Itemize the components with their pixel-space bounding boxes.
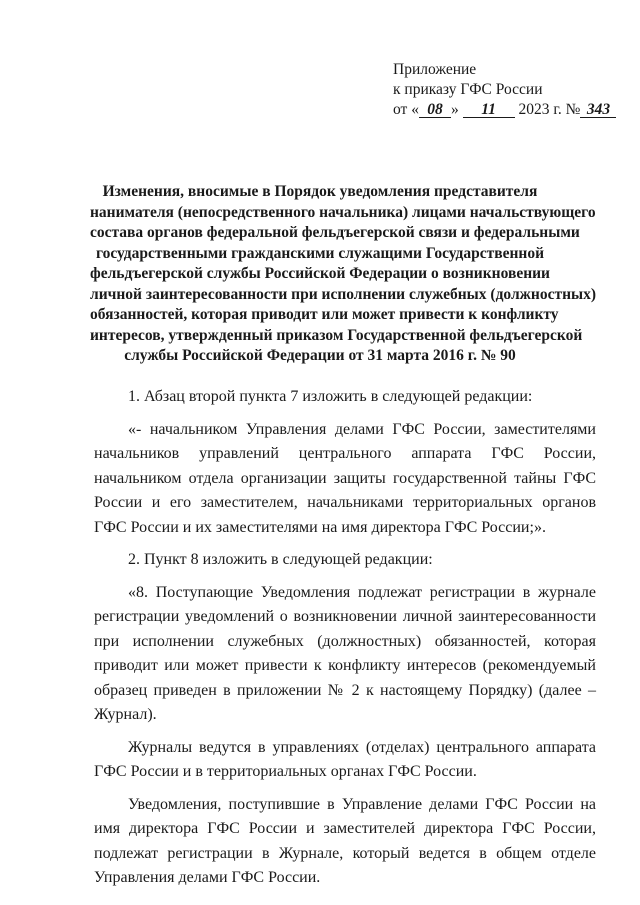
title-line: службы Российской Федерации от 31 марта 2016 г. № 90 <box>124 347 516 364</box>
paragraph-item-2: 2. Пункт 8 изложить в следующей редакции: <box>128 551 433 568</box>
title-line: интересов, утвержденный приказом Государственной фельдъегерской <box>90 326 583 344</box>
title-line: Изменения, вносимые в Порядок уведомления представителя <box>102 183 538 200</box>
title-line: обязанностей, которая приводит или может привести к конфликту <box>90 306 559 323</box>
date-year: 2023 г. № <box>518 101 581 118</box>
paragraph-notifications: Уведомления, поступившие в Управление делами ГФС России на имя директора ГФС России и заместителей директора ГФС России, подлежат регистрации в Журнале, который ведется в общем отделе Управления делами ГФС России. <box>94 795 596 886</box>
appendix-header <box>393 60 616 120</box>
title-line: личной заинтересованности при исполнении служебных (должностных) <box>90 285 597 303</box>
paragraph-item-1: 1. Абзац второй пункта 7 изложить в следующей редакции: <box>128 388 533 405</box>
date-prefix: от « <box>393 101 419 118</box>
handwritten-month: 11 <box>463 103 515 118</box>
title-line: государственными гражданскими служащими Государственной <box>95 244 545 262</box>
title-line: нанимателя (непосредственного начальника) лицами начальствующего <box>90 203 596 221</box>
paragraph-item-8-text: «8. Поступающие Уведомления подлежат регистрации в журнале регистрации уведомлений о возникновении личной заинтересованности при исполнении служебных (должностных) обязанностей, которая приводит или может привести к конфликту интересов (рекомендуемый образец приведен в приложении № 2 к настоящему Порядку) (далее – Журнал). <box>94 583 596 723</box>
title-line: состава органов федеральной фельдъегерской связи и федеральными <box>90 224 580 241</box>
date-quote-close: » <box>450 101 459 118</box>
paragraph-item-1-text: «- начальником Управления делами ГФС России, заместителями начальников управлений центрального аппарата ГФС России, начальником отдела организации защиты государственной тайны ГФС России и его заместителем, начальниками территориальных органов ГФС России и их заместителями на имя директора ГФС России;». <box>94 420 596 536</box>
order-date-line <box>393 100 616 120</box>
handwritten-order-number: 343 <box>580 103 616 118</box>
handwritten-day: 08 <box>419 103 451 118</box>
paragraph-journals: Журналы ведутся в управлениях (отделах) центрального аппарата ГФС России и в территориальных органах ГФС России. <box>94 738 596 780</box>
document-body <box>94 385 596 897</box>
appendix-label: Приложение <box>393 61 477 78</box>
order-reference: к приказу ГФС России <box>393 81 543 98</box>
document-title <box>90 182 597 367</box>
title-line: фельдъегерской службы Российской Федерации о возникновении <box>90 265 550 282</box>
